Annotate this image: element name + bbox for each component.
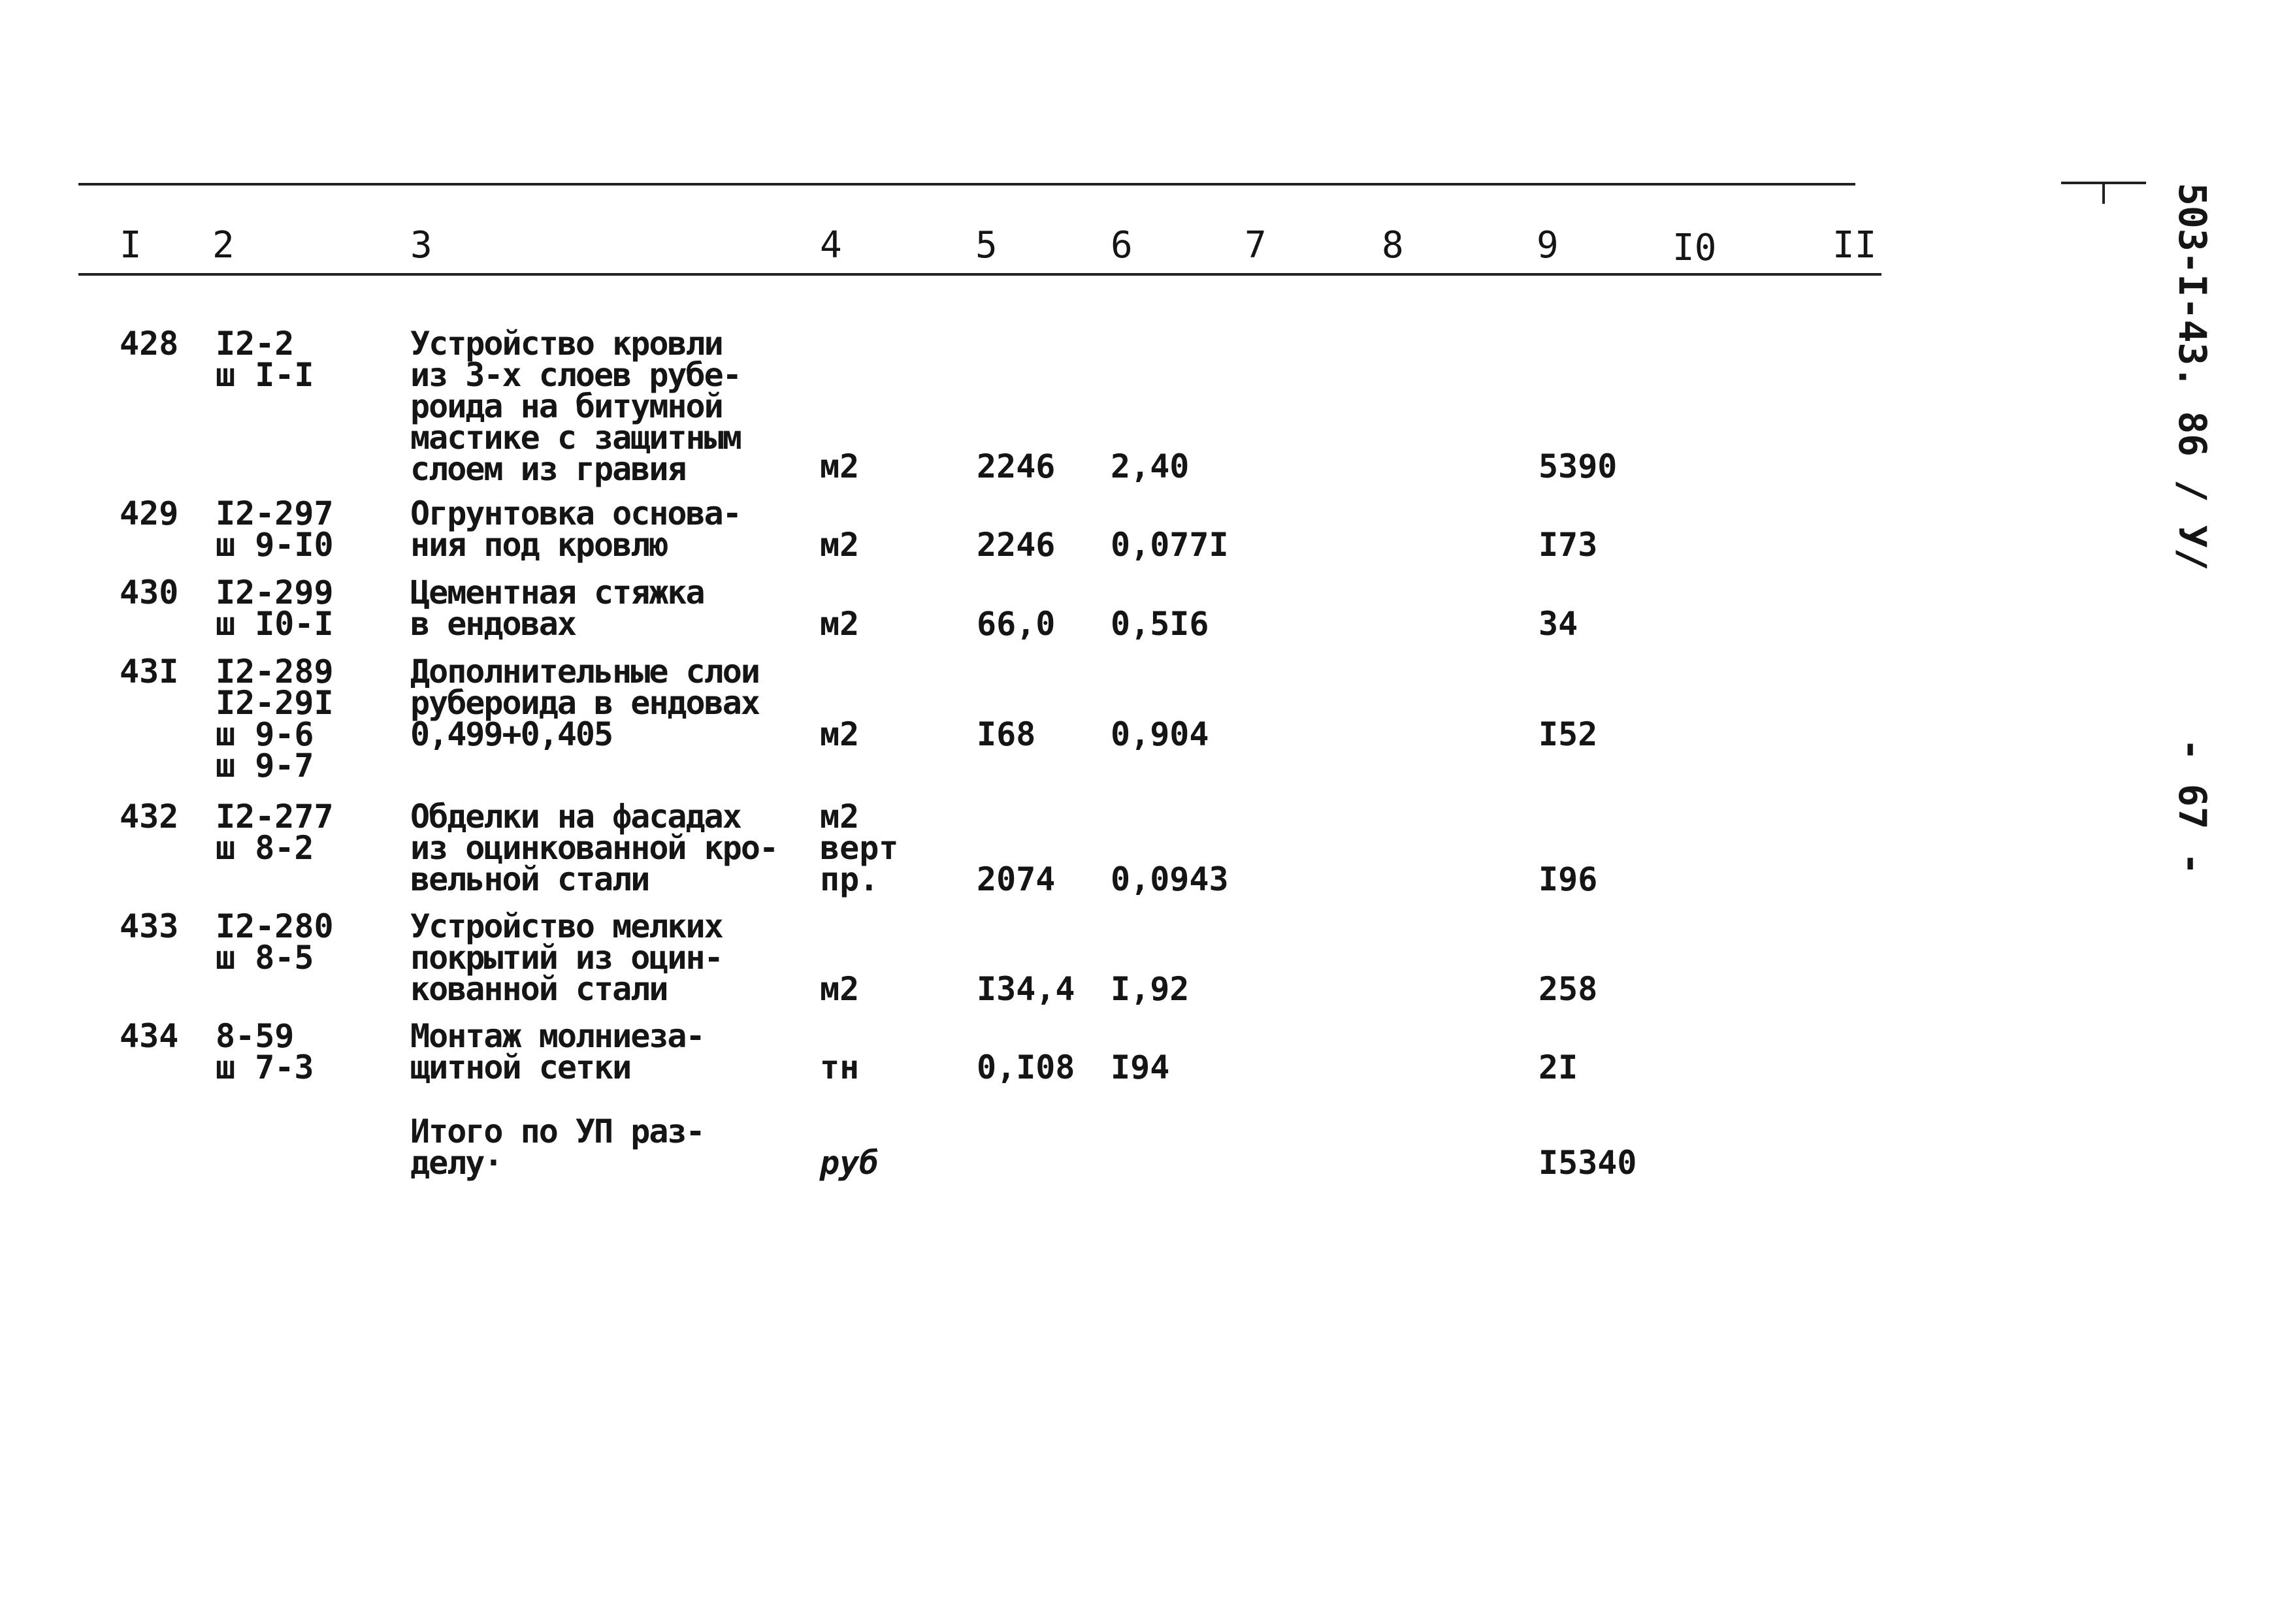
rate-code: I2-297 xyxy=(216,495,334,532)
rate-code: I2-2 xyxy=(216,325,295,363)
unit: м2 xyxy=(820,605,860,643)
rate-code: ш 9-6 xyxy=(216,715,314,753)
col-header-6: 6 xyxy=(1111,224,1133,267)
rate-code: ш I-I xyxy=(216,356,314,394)
work-description: Обделки на фасадах xyxy=(410,798,741,836)
work-description: рубероида в ендовах xyxy=(410,684,759,722)
quantity: 2246 xyxy=(977,526,1056,564)
unit: м2 xyxy=(820,526,860,564)
unit: м2 xyxy=(820,970,860,1008)
total-cost: 5390 xyxy=(1538,447,1618,485)
rate-code: ш I0-I xyxy=(216,605,334,643)
summary-label: делу· xyxy=(410,1144,502,1182)
summary-label: Итого по УП раз- xyxy=(410,1112,704,1150)
col-header-8: 8 xyxy=(1382,224,1404,267)
rate-code: ш 8-2 xyxy=(216,829,314,867)
quantity: 2246 xyxy=(977,447,1056,485)
row-number: 432 xyxy=(120,798,179,836)
unit-price: 2,40 xyxy=(1111,447,1190,485)
total-cost: 34 xyxy=(1538,605,1578,643)
rate-code: ш 8-5 xyxy=(216,939,314,977)
row-number: 434 xyxy=(120,1017,179,1055)
rate-code: ш 7-3 xyxy=(216,1048,314,1086)
work-description: Огрунтовка основа- xyxy=(410,495,741,532)
work-description: из 3-х слоев рубе- xyxy=(410,356,741,394)
total-cost: 2I xyxy=(1538,1048,1578,1086)
total-cost: 258 xyxy=(1538,970,1598,1008)
work-description: Дополнительные слои xyxy=(410,653,759,690)
work-description: Устройство мелких xyxy=(410,907,723,945)
row-number: 428 xyxy=(120,325,179,363)
rate-code: I2-299 xyxy=(216,574,334,611)
unit: тн xyxy=(820,1048,860,1086)
total-cost: I73 xyxy=(1538,526,1598,564)
work-description: 0,499+0,405 xyxy=(410,715,613,753)
row-number: 429 xyxy=(120,495,179,532)
unit: пр. xyxy=(820,860,879,898)
work-description: Монтаж молниеза- xyxy=(410,1017,704,1055)
unit: м2 xyxy=(820,447,860,485)
header-rule xyxy=(78,273,1881,276)
work-description: щитной сетки xyxy=(410,1048,631,1086)
row-number: 43I xyxy=(120,653,179,690)
work-description: кованной стали xyxy=(410,970,668,1008)
row-number: 430 xyxy=(120,574,179,611)
work-description: в ендовах xyxy=(410,605,576,643)
unit: верт xyxy=(820,829,899,867)
work-description: Цементная стяжка xyxy=(410,574,704,611)
unit-price: I,92 xyxy=(1111,970,1190,1008)
col-header-3: 3 xyxy=(410,224,432,267)
work-description: из оцинкованной кро- xyxy=(410,829,778,867)
total-cost: I52 xyxy=(1538,715,1598,753)
document-code: 503-I-43. 86 / У/ xyxy=(2170,183,2215,571)
work-description: роида на битумной xyxy=(410,387,723,425)
work-description: вельной стали xyxy=(410,860,649,898)
unit-price: 0,077I xyxy=(1111,526,1229,564)
work-description: слоем из гравия xyxy=(410,450,686,488)
work-description: мастике с защитным xyxy=(410,419,741,457)
quantity: I68 xyxy=(977,715,1036,753)
rate-code: 8-59 xyxy=(216,1017,295,1055)
unit-price: I94 xyxy=(1111,1048,1170,1086)
col-header-9: 9 xyxy=(1537,224,1559,267)
unit-price: 0,5I6 xyxy=(1111,605,1209,643)
col-header-2: 2 xyxy=(212,224,235,267)
rate-code: ш 9-I0 xyxy=(216,526,334,564)
quantity: 2074 xyxy=(977,860,1056,898)
unit-price: 0,904 xyxy=(1111,715,1209,753)
rate-code: I2-289 xyxy=(216,653,334,690)
unit-price: 0,0943 xyxy=(1111,860,1229,898)
work-description: ния под кровлю xyxy=(410,526,668,564)
work-description: покрытий из оцин- xyxy=(410,939,723,977)
unit: м2 xyxy=(820,715,860,753)
quantity: 0,I08 xyxy=(977,1048,1075,1086)
page-number: - 67 - xyxy=(2170,738,2215,875)
col-header-1: I xyxy=(120,224,142,267)
col-header-7: 7 xyxy=(1245,224,1267,267)
rate-code: ш 9-7 xyxy=(216,747,314,785)
rate-code: I2-277 xyxy=(216,798,334,836)
top-rule xyxy=(78,183,1855,186)
unit: м2 xyxy=(820,798,860,836)
quantity: I34,4 xyxy=(977,970,1075,1008)
summary-total: I5340 xyxy=(1538,1144,1637,1182)
total-cost: I96 xyxy=(1538,860,1598,898)
col-header-10: I0 xyxy=(1672,227,1717,269)
quantity: 66,0 xyxy=(977,605,1056,643)
col-header-5: 5 xyxy=(975,224,998,267)
rate-code: I2-280 xyxy=(216,907,334,945)
work-description: Устройство кровли xyxy=(410,325,723,363)
summary-unit: руб xyxy=(820,1144,879,1182)
col-header-11: II xyxy=(1832,224,1877,267)
corner-tick xyxy=(2102,182,2105,204)
rate-code: I2-29I xyxy=(216,684,334,722)
col-header-4: 4 xyxy=(820,224,842,267)
row-number: 433 xyxy=(120,907,179,945)
